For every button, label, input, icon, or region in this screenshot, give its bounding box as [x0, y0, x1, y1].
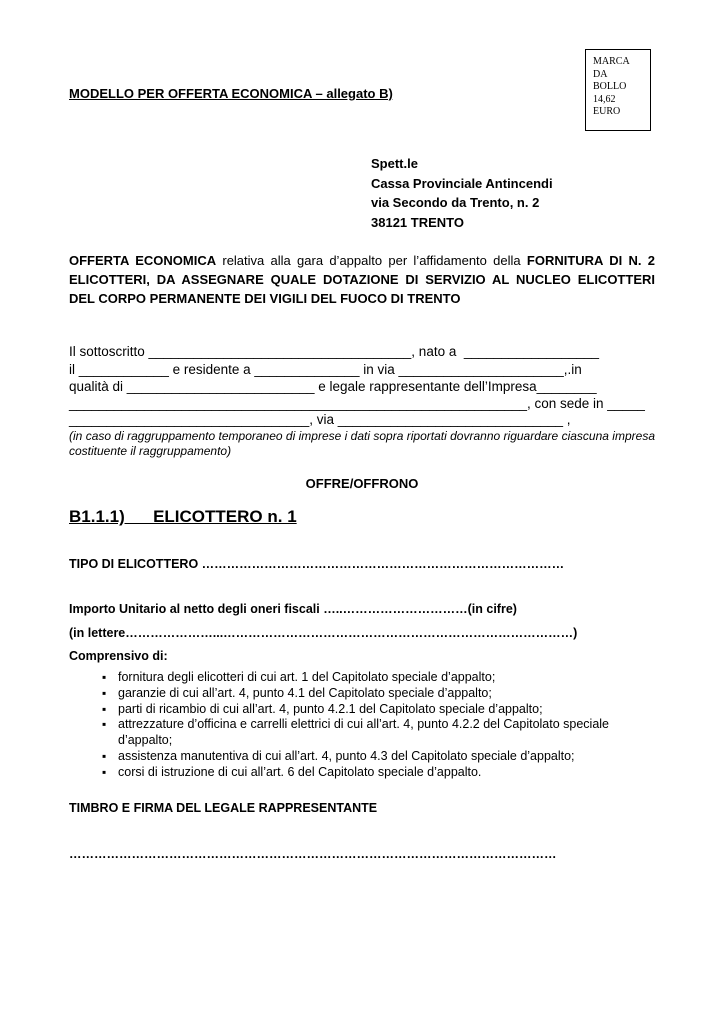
stamp-line: 14,62 [593, 93, 616, 105]
document-title: MODELLO PER OFFERTA ECONOMICA – allegato B) [69, 86, 393, 101]
stamp-line: EURO [593, 106, 621, 117]
importo-cifre-field[interactable]: Importo Unitario al netto degli oneri fiscali …..…………………………(in cifre) [69, 602, 517, 616]
form-line-via[interactable]: ________________________________, via ______________________________ , [69, 412, 571, 427]
tipo-elicottero-field[interactable]: TIPO DI ELICOTTERO …………………………………………………………………………… [69, 557, 565, 571]
timbro-firma-label: TIMBRO E FIRMA DEL LEGALE RAPPRESENTANTE [69, 801, 378, 815]
offerta-object: FORNITURA DI N. 2 ELICOTTERI, DA ASSEGNARE QUALE DOTAZIONE DI SERVIZIO AL NUCLEO ELICOTTERI DEL CORPO PERMANENTE DEI VIGILI DEL FUOCO DI TRENTO [69, 253, 655, 306]
recipient-line: 38121 TRENTO [371, 214, 464, 230]
form-line-sede[interactable]: _____________________________________________________________, con sede in _____ [69, 396, 645, 411]
list-item: ▪ fornitura degli elicotteri di cui art. 1 del Capitolato speciale d’appalto; [102, 670, 657, 686]
raggruppamento-note: (in caso di raggruppamento temporaneo di imprese i dati sopra riportati dovranno riguardare ciascuna impresa costituente il raggruppamento) [69, 429, 655, 458]
recipient-address [371, 154, 553, 232]
list-item: ▪ garanzie di cui all’art. 4, punto 4.1 del Capitolato speciale d’appalto; [102, 686, 657, 702]
section-heading: B1.1.1) ELICOTTERO n. 1 [69, 507, 297, 526]
comprensivo-list [102, 670, 657, 781]
recipient-line: Cassa Provinciale Antincendi [371, 175, 553, 191]
stamp-line: DA [593, 68, 608, 80]
form-line-qualita[interactable]: qualità di _________________________ e legale rappresentante dell’Impresa________ [69, 379, 597, 394]
importo-lettere-field[interactable]: (in lettere…………………...…………………………………………………………………………) [69, 626, 578, 640]
recipient-line: Spett.le [371, 156, 418, 171]
stamp-line: BOLLO [593, 81, 627, 92]
marca-da-bollo-box [585, 49, 651, 131]
offre-heading: OFFRE/OFFRONO [305, 476, 419, 491]
comprensivo-label: Comprensivo di: [69, 649, 168, 663]
list-item: ▪ parti di ricambio di cui all’art. 4, punto 4.2.1 del Capitolato speciale d’appalto; [102, 702, 657, 718]
form-line-residenza[interactable]: il ____________ e residente a ______________ in via ______________________,.in [69, 362, 582, 377]
signature-line[interactable]: ……………………………………………………………………………………………………… [69, 847, 557, 861]
offerta-middle: relativa alla gara d’appalto per l’affidamento della [216, 253, 527, 268]
offerta-paragraph [69, 251, 655, 308]
recipient-line: via Secondo da Trento, n. 2 [371, 195, 540, 210]
form-line-sottoscritto[interactable]: Il sottoscritto ___________________________________, nato a __________________ [69, 344, 599, 359]
offerta-lead: OFFERTA ECONOMICA [69, 253, 217, 268]
stamp-line: MARCA [593, 56, 630, 67]
list-item: ▪ attrezzature d’officina e carrelli elettrici di cui all’art. 4, punto 4.2.2 del Capitolato speciale d’appalto; [102, 717, 657, 749]
list-item: ▪ assistenza manutentiva di cui all’art. 4, punto 4.3 del Capitolato speciale d’appalto; [102, 749, 657, 765]
list-item: ▪ corsi di istruzione di cui all’art. 6 del Capitolato speciale d’appalto. [102, 765, 657, 781]
